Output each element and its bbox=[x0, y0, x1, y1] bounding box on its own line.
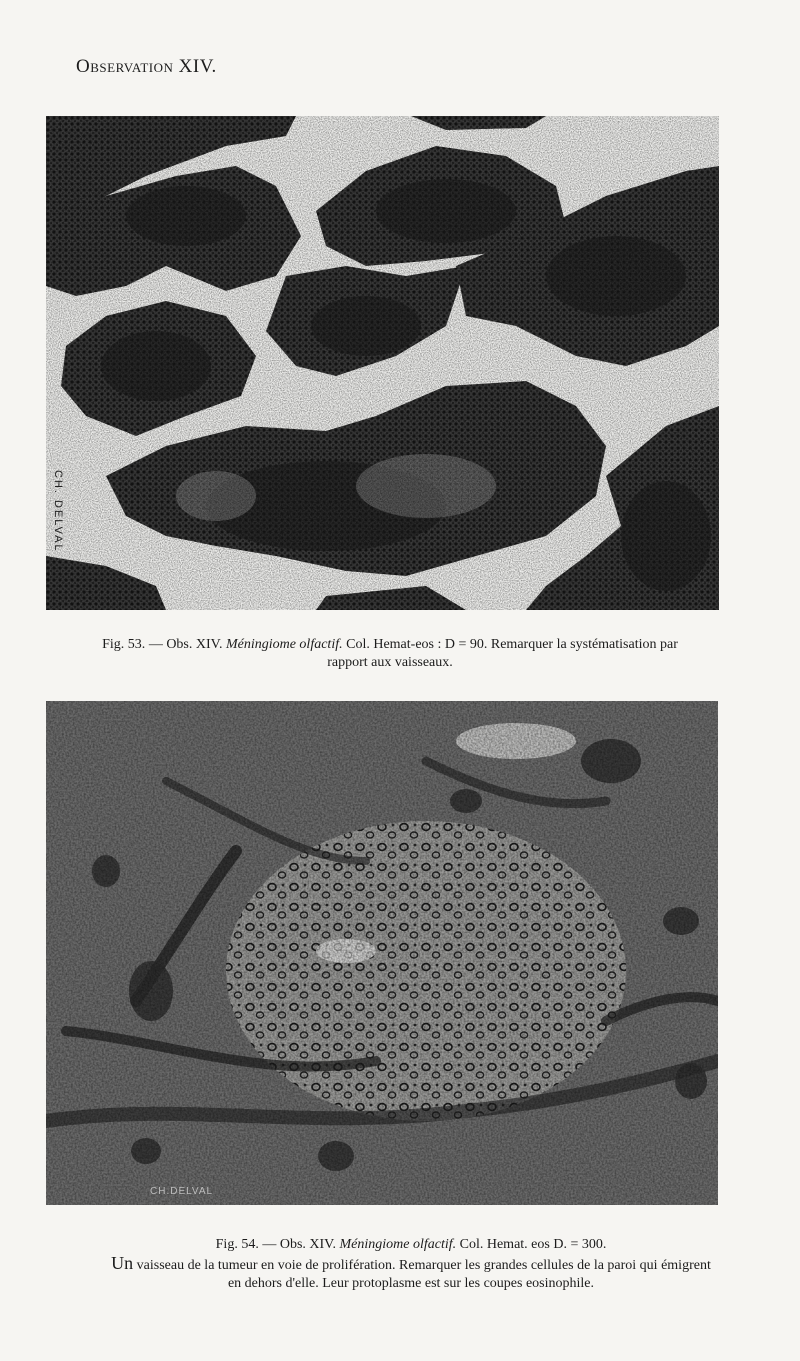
caption-stain: Col. Hemat-eos : D = 90. Remarquer la systématisation par bbox=[346, 637, 678, 652]
caption-observation: Obs. XIV. bbox=[279, 1237, 336, 1252]
caption-fig-53: Fig. 53. — Obs. XIV. Méningiome olfactif. Col. Hemat-eos : D = 90. Remarquer la systématisation par rapport aux vaisseaux. bbox=[40, 636, 740, 672]
caption-un: Un bbox=[111, 1253, 134, 1273]
micrograph-fig-54 bbox=[46, 701, 718, 1205]
artist-signature-2: CH.DELVAL bbox=[150, 1186, 214, 1197]
artist-signature: CH. DELVAL bbox=[52, 470, 64, 553]
caption-fig-54: Fig. 54. — Obs. XIV. Méningiome olfactif. Col. Hemat. eos D. = 300. Un vaisseau de la tumeur en voie de prolifération. Remarquer les grandes cellules de la paroi qui émigrent en dehors d'elle. Leur protoplasme est sur les coupes eosinophile. bbox=[46, 1236, 776, 1293]
caption-fig-number: Fig. 54. bbox=[215, 1237, 259, 1252]
caption-line-2: vaisseau de la tumeur en voie de prolifération. Remarquer les grandes cellules de la paroi qui émigrent bbox=[136, 1258, 711, 1273]
header-number: XIV. bbox=[178, 56, 217, 77]
caption-title: Méningiome olfactif. bbox=[339, 1237, 457, 1252]
page-header bbox=[76, 56, 217, 78]
caption-title: Méningiome olfactif. bbox=[225, 637, 343, 652]
caption-line-3: en dehors d'elle. Leur protoplasme est sur les coupes eosinophile. bbox=[227, 1276, 595, 1291]
header-first-letter: O bbox=[76, 56, 91, 77]
caption-observation: Obs. XIV. bbox=[166, 637, 223, 652]
header-word: bservation bbox=[90, 56, 174, 77]
caption-line-2: rapport aux vaisseaux. bbox=[327, 655, 453, 670]
caption-stain: Col. Hemat. eos D. = 300. bbox=[459, 1237, 607, 1252]
caption-fig-number: Fig. 53. bbox=[102, 637, 146, 652]
micrograph-fig-53 bbox=[46, 116, 719, 610]
